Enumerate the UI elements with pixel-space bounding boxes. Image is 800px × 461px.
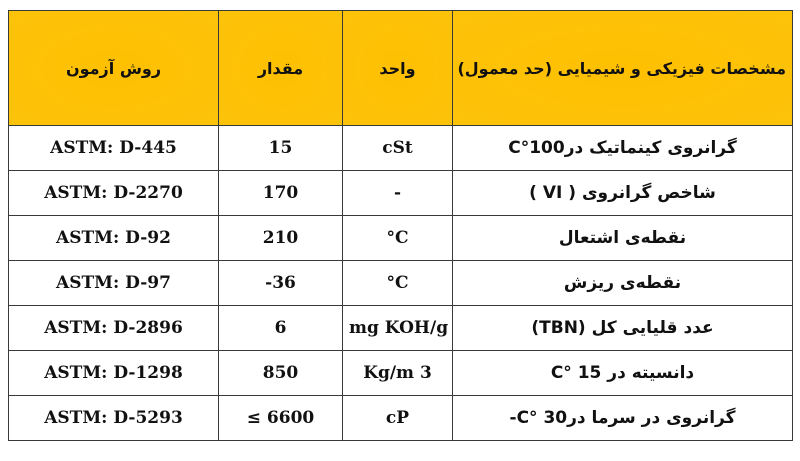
table-row — [9, 216, 793, 261]
cell-value: 15 — [219, 126, 343, 171]
cell-property: عدد قلیایی کل (TBN) — [453, 306, 793, 351]
cell-test-method: ASTM: D-1298 — [9, 351, 219, 396]
specification-table — [8, 10, 793, 441]
cell-unit: cSt — [343, 126, 453, 171]
table-body — [9, 126, 793, 441]
cell-value: 6 — [219, 306, 343, 351]
table-row — [9, 396, 793, 441]
header-value: مقدار — [219, 11, 343, 126]
cell-property: نقطه‌ی ریزش — [453, 261, 793, 306]
cell-property: گرانروی کینماتیک درC°100 — [453, 126, 793, 171]
cell-value: 210 — [219, 216, 343, 261]
table-row — [9, 351, 793, 396]
table-row — [9, 171, 793, 216]
cell-test-method: ASTM: D-5293 — [9, 396, 219, 441]
cell-test-method: ASTM: D-97 — [9, 261, 219, 306]
cell-unit: mg KOH/g — [343, 306, 453, 351]
spec-table-container — [8, 10, 792, 441]
header-property: مشخصات فیزیکی و شیمیایی (حد معمول) — [453, 11, 793, 126]
cell-unit: - — [343, 171, 453, 216]
cell-value: -36 — [219, 261, 343, 306]
table-row — [9, 306, 793, 351]
cell-unit: Kg/m 3 — [343, 351, 453, 396]
cell-unit: °C — [343, 216, 453, 261]
table-row — [9, 261, 793, 306]
header-unit: واحد — [343, 11, 453, 126]
cell-test-method: ASTM: D-2270 — [9, 171, 219, 216]
cell-property: نقطه‌ی اشتعال — [453, 216, 793, 261]
table-header-row — [9, 11, 793, 126]
cell-value: 850 — [219, 351, 343, 396]
cell-test-method: ASTM: D-92 — [9, 216, 219, 261]
cell-property: دانسیته در C° 15 — [453, 351, 793, 396]
cell-unit: cP — [343, 396, 453, 441]
cell-test-method: ASTM: D-2896 — [9, 306, 219, 351]
cell-property: گرانروی در سرما درC° 30- — [453, 396, 793, 441]
header-test-method: روش آزمون — [9, 11, 219, 126]
table-row — [9, 126, 793, 171]
cell-value: ≤ 6600 — [219, 396, 343, 441]
cell-value: 170 — [219, 171, 343, 216]
cell-test-method: ASTM: D-445 — [9, 126, 219, 171]
cell-unit: °C — [343, 261, 453, 306]
cell-property: شاخص گرانروی ( VI ) — [453, 171, 793, 216]
